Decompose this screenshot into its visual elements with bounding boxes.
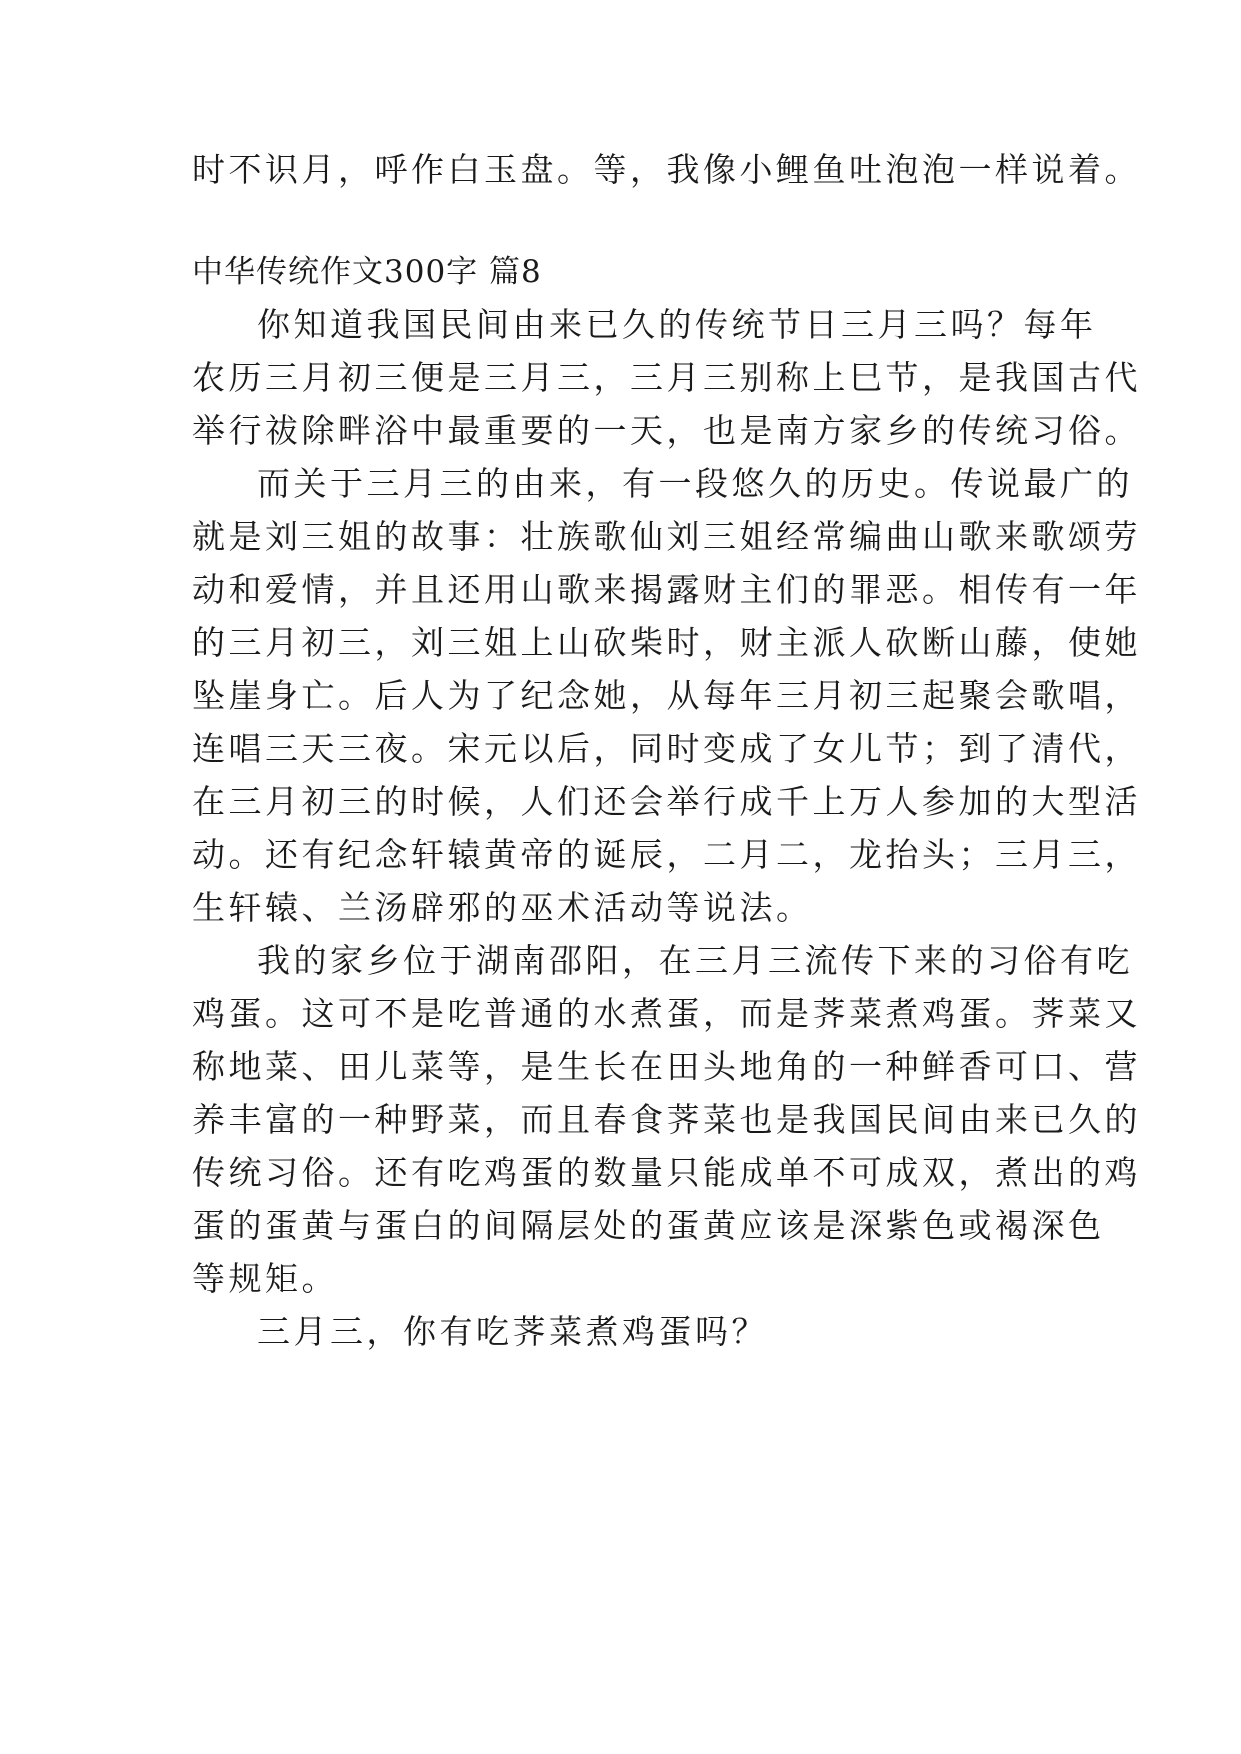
text-line: 你知道我国民间由来已久的传统节日三月三吗？每年 — [257, 305, 1097, 344]
text-line: 时不识月，呼作白玉盘。等，我像小鲤鱼吐泡泡一样说着。 — [192, 150, 1141, 189]
text-line: 就是刘三姐的故事：壮族歌仙刘三姐经常编曲山歌来歌颂劳 — [192, 517, 1141, 556]
text-line: 而关于三月三的由来，有一段悠久的历史。传说最广的 — [257, 464, 1133, 503]
text-line: 传统习俗。还有吃鸡蛋的数量只能成单不可成双，煮出的鸡 — [192, 1153, 1141, 1192]
text-line: 的三月初三，刘三姐上山砍柴时，财主派人砍断山藤，使她 — [192, 623, 1141, 662]
text-line: 鸡蛋。这可不是吃普通的水煮蛋，而是荠菜煮鸡蛋。荠菜又 — [192, 994, 1141, 1033]
text-line: 举行祓除畔浴中最重要的一天，也是南方家乡的传统习俗。 — [192, 411, 1141, 450]
text-line: 生轩辕、兰汤辟邪的巫术活动等说法。 — [192, 888, 813, 927]
section-heading: 中华传统作文300字 篇8 — [192, 254, 542, 290]
text-line: 连唱三天三夜。宋元以后，同时变成了女儿节；到了清代， — [192, 729, 1141, 768]
text-line: 我的家乡位于湖南邵阳，在三月三流传下来的习俗有吃 — [257, 941, 1133, 980]
text-line: 动。还有纪念轩辕黄帝的诞辰，二月二，龙抬头；三月三， — [192, 835, 1141, 874]
text-line: 蛋的蛋黄与蛋白的间隔层处的蛋黄应该是深紫色或褐深色 — [192, 1206, 1105, 1245]
text-line: 坠崖身亡。后人为了纪念她，从每年三月初三起聚会歌唱， — [192, 676, 1141, 715]
text-line: 动和爱情，并且还用山歌来揭露财主们的罪恶。相传有一年 — [192, 570, 1141, 609]
text-line: 等规矩。 — [192, 1259, 338, 1298]
text-line: 称地菜、田儿菜等，是生长在田头地角的一种鲜香可口、营 — [192, 1047, 1141, 1086]
text-line: 三月三，你有吃荠菜煮鸡蛋吗？ — [257, 1312, 768, 1351]
text-line: 在三月初三的时候，人们还会举行成千上万人参加的大型活 — [192, 782, 1141, 821]
text-line: 养丰富的一种野菜，而且春食荠菜也是我国民间由来已久的 — [192, 1100, 1141, 1139]
text-line: 农历三月初三便是三月三，三月三别称上巳节，是我国古代 — [192, 358, 1141, 397]
